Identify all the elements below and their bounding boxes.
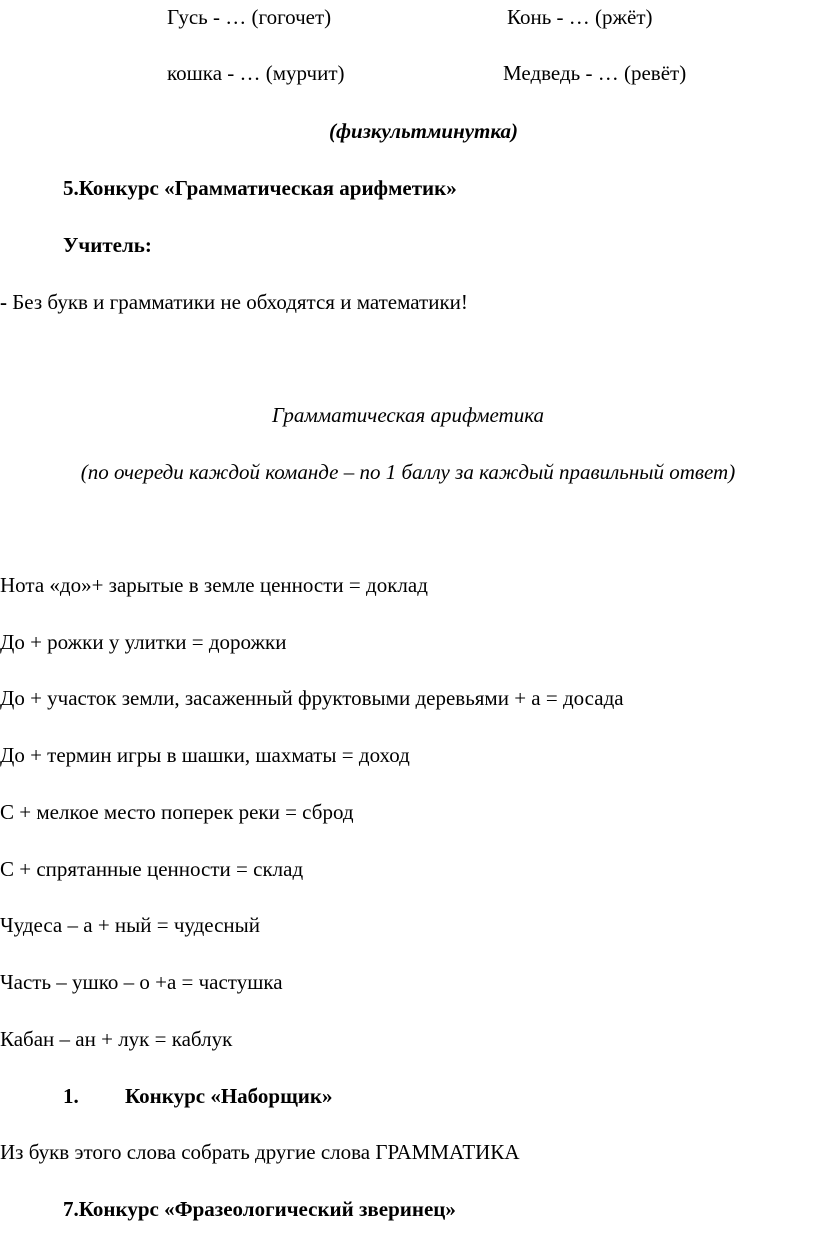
contest-5-title: 5.Конкурс «Грамматическая арифметик» [63, 176, 457, 200]
teacher-line-text: Без букв и грамматики не обходятся и математики! [7, 290, 468, 314]
teacher-line [0, 289, 468, 315]
arithmetic-item: До + термин игры в шашки, шахматы = доход [0, 743, 410, 767]
sound-cat: кошка - … (мурчит) [167, 61, 345, 85]
arithmetic-item: Нота «до»+ зарытые в земле ценности = доклад [0, 573, 428, 597]
contest-6-number: 1. [63, 1084, 79, 1108]
sound-goose: Гусь - … (гогочет) [167, 5, 332, 29]
arithmetic-item: Чудеса – а + ный = чудесный [0, 913, 261, 937]
contest-6-task: Из букв этого слова собрать другие слова ГРАММАТИКА [0, 1140, 520, 1164]
arithmetic-item: Часть – ушко – о +а = частушка [0, 970, 283, 994]
arithmetic-item: С + мелкое место поперек реки = сброд [0, 800, 354, 824]
arithmetic-item: До + рожки у улитки = дорожки [0, 630, 287, 654]
contest-7-title: 7.Конкурс «Фразеологический зверинец» [63, 1197, 456, 1221]
arithmetic-item: До + участок земли, засаженный фруктовыми деревьями + а = досада [0, 686, 624, 710]
contest-6-title: Конкурс «Наборщик» [125, 1084, 333, 1108]
arithmetic-item: Кабан – ан + лук = каблук [0, 1027, 233, 1051]
sound-bear: Медведь - … (ревёт) [503, 61, 687, 85]
arithmetic-note: (по очереди каждой команде – по 1 баллу за каждый правильный ответ) [80, 460, 736, 484]
teacher-label: Учитель: [63, 233, 152, 257]
arithmetic-item: С + спрятанные ценности = склад [0, 857, 304, 881]
sound-horse: Конь - … (ржёт) [507, 5, 653, 29]
break-note: (физкультминутка) [329, 119, 518, 143]
arithmetic-heading: Грамматическая арифметика [271, 403, 545, 427]
teacher-dash: - [0, 290, 7, 314]
